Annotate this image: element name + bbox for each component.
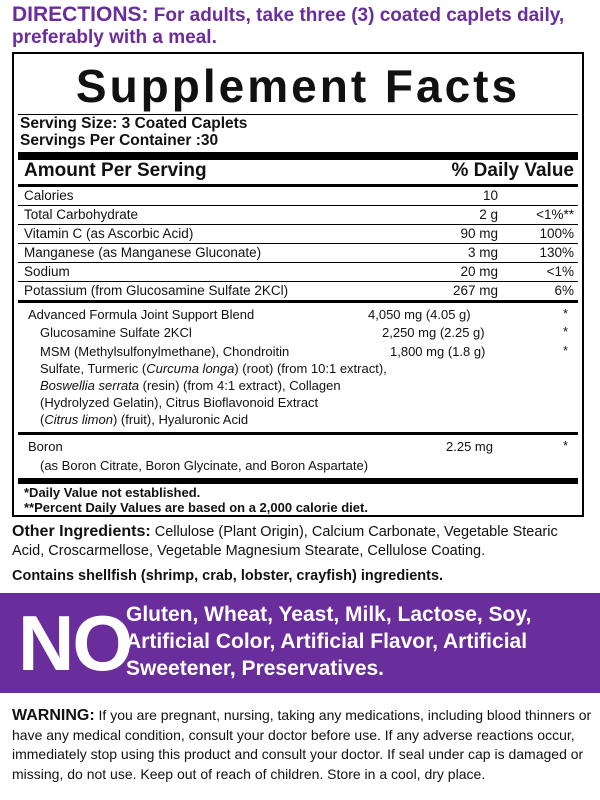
nutrient-dv: 130% — [539, 245, 574, 260]
boron-detail: (as Boron Citrate, Boron Glycinate, and Boron Aspartate) — [40, 458, 369, 473]
nutrient-amount: 90 mg — [460, 226, 498, 241]
medium-divider — [18, 300, 578, 303]
no-label: NO — [18, 599, 131, 687]
latin-name: Citrus limon — [44, 412, 113, 427]
warning-label: WARNING: — [12, 707, 95, 724]
other-ingredients-label: Other Ingredients: — [12, 523, 151, 540]
footnote-dv: *Daily Value not established. — [24, 485, 201, 500]
thick-divider — [18, 478, 578, 484]
blend-text: (Hydrolyzed Gelatin), Citrus Bioflavonoid Extract — [40, 395, 319, 410]
daily-value-header: % Daily Value — [451, 160, 574, 181]
nutrient-row — [18, 225, 578, 242]
nutrient-row — [18, 244, 578, 261]
blend-item-name: Glucosamine Sulfate 2KCl — [40, 325, 192, 340]
blend-name: Advanced Formula Joint Support Blend — [28, 307, 255, 322]
boron-amount: 2.25 mg — [446, 439, 493, 454]
blend-text: (resin) (from 4:1 extract), Collagen — [139, 378, 341, 393]
warning-text: If you are pregnant, nursing, taking any medications, including blood thinners or have any medical condition, consult your doctor before use. If any adverse reactions occur, immediately stop using this product and consult your doctor. If seal under cap is damaged or missing, do not use. Keep out of reach of children. Store in a cool, dry place. — [12, 707, 592, 782]
nutrient-amount: 10 — [482, 188, 498, 203]
nutrient-dv: <1%** — [536, 207, 574, 222]
nutrient-name: Vitamin C (as Ascorbic Acid) — [24, 226, 194, 241]
blend-item-name: MSM (Methylsulfonylmethane), Chondroitin — [40, 344, 290, 359]
medium-divider — [18, 432, 578, 435]
nutrient-name: Calories — [24, 188, 74, 203]
blend-text: ) (root) (from 10:1 extract), — [234, 361, 387, 376]
nutrient-amount: 2 g — [479, 207, 498, 222]
thick-divider — [18, 152, 578, 160]
free-from-list: Gluten, Wheat, Yeast, Milk, Lactose, Soy, Artificial Color, Artificial Flavor, Artificial Sweetener, Preservatives. — [126, 603, 532, 680]
blend-continuation-line — [40, 394, 318, 411]
nutrient-row — [18, 282, 578, 299]
nutrient-amount: 20 mg — [460, 264, 498, 279]
nutrient-dv: 6% — [554, 283, 574, 298]
nutrient-name: Sodium — [24, 264, 70, 279]
nutrient-row — [18, 187, 578, 204]
blend-text: Sulfate, Turmeric ( — [40, 361, 147, 376]
latin-name: Curcuma longa — [146, 361, 235, 376]
nutrient-dv: <1% — [546, 264, 574, 279]
nutrient-row — [18, 263, 578, 280]
facts-title: Supplement Facts — [75, 60, 521, 112]
latin-name: Boswellia serrata — [40, 378, 139, 393]
boron-name: Boron — [28, 439, 63, 454]
blend-amount: 4,050 mg (4.05 g) — [368, 307, 471, 322]
blend-continuation-line — [40, 411, 248, 428]
footnote-percent: **Percent Daily Values are based on a 2,000 calorie diet. — [24, 500, 368, 515]
boron-star: * — [562, 438, 568, 453]
warning-statement — [12, 706, 592, 784]
directions — [12, 4, 592, 49]
other-ingredients — [12, 522, 592, 561]
blend-item-amount: 1,800 mg (1.8 g) — [390, 344, 486, 359]
servings-per-container: Servings Per Container :30 — [20, 132, 219, 149]
nutrient-name: Manganese (as Manganese Gluconate) — [24, 245, 262, 260]
blend-star: * — [562, 306, 568, 321]
free-from-banner — [0, 593, 600, 693]
amount-per-serving-header: Amount Per Serving — [24, 160, 207, 181]
nutrient-name: Potassium (from Glucosamine Sulfate 2KCl) — [24, 283, 289, 298]
directions-label: DIRECTIONS: — [12, 3, 149, 26]
allergen-statement: Contains shellfish (shrimp, crab, lobster, crayfish) ingredients. — [12, 568, 444, 584]
nutrient-dv: 100% — [539, 226, 574, 241]
blend-text: ( — [40, 412, 45, 427]
directions-text: For adults, take three (3) coated caplets daily, preferably with a meal. — [12, 5, 565, 48]
nutrient-amount: 267 mg — [452, 283, 498, 298]
serving-size: Serving Size: 3 Coated Caplets — [20, 115, 248, 132]
nutrient-row — [18, 206, 578, 223]
nutrient-name: Total Carbohydrate — [24, 207, 139, 222]
other-ingredients-text: Cellulose (Plant Origin), Calcium Carbonate, Vegetable Stearic Acid, Croscarmellose, Vegetable Magnesium Stearate, Cellulose Coating. — [12, 524, 558, 559]
nutrient-amount: 3 mg — [467, 245, 498, 260]
blend-item-amount: 2,250 mg (2.25 g) — [382, 325, 485, 340]
supplement-facts-panel — [12, 52, 584, 517]
blend-continuation-line — [40, 360, 387, 377]
blend-item-star: * — [562, 324, 568, 339]
blend-item-star: * — [562, 343, 568, 358]
blend-text: ) (fruit), Hyaluronic Acid — [112, 412, 249, 427]
blend-continuation-line — [40, 377, 341, 394]
